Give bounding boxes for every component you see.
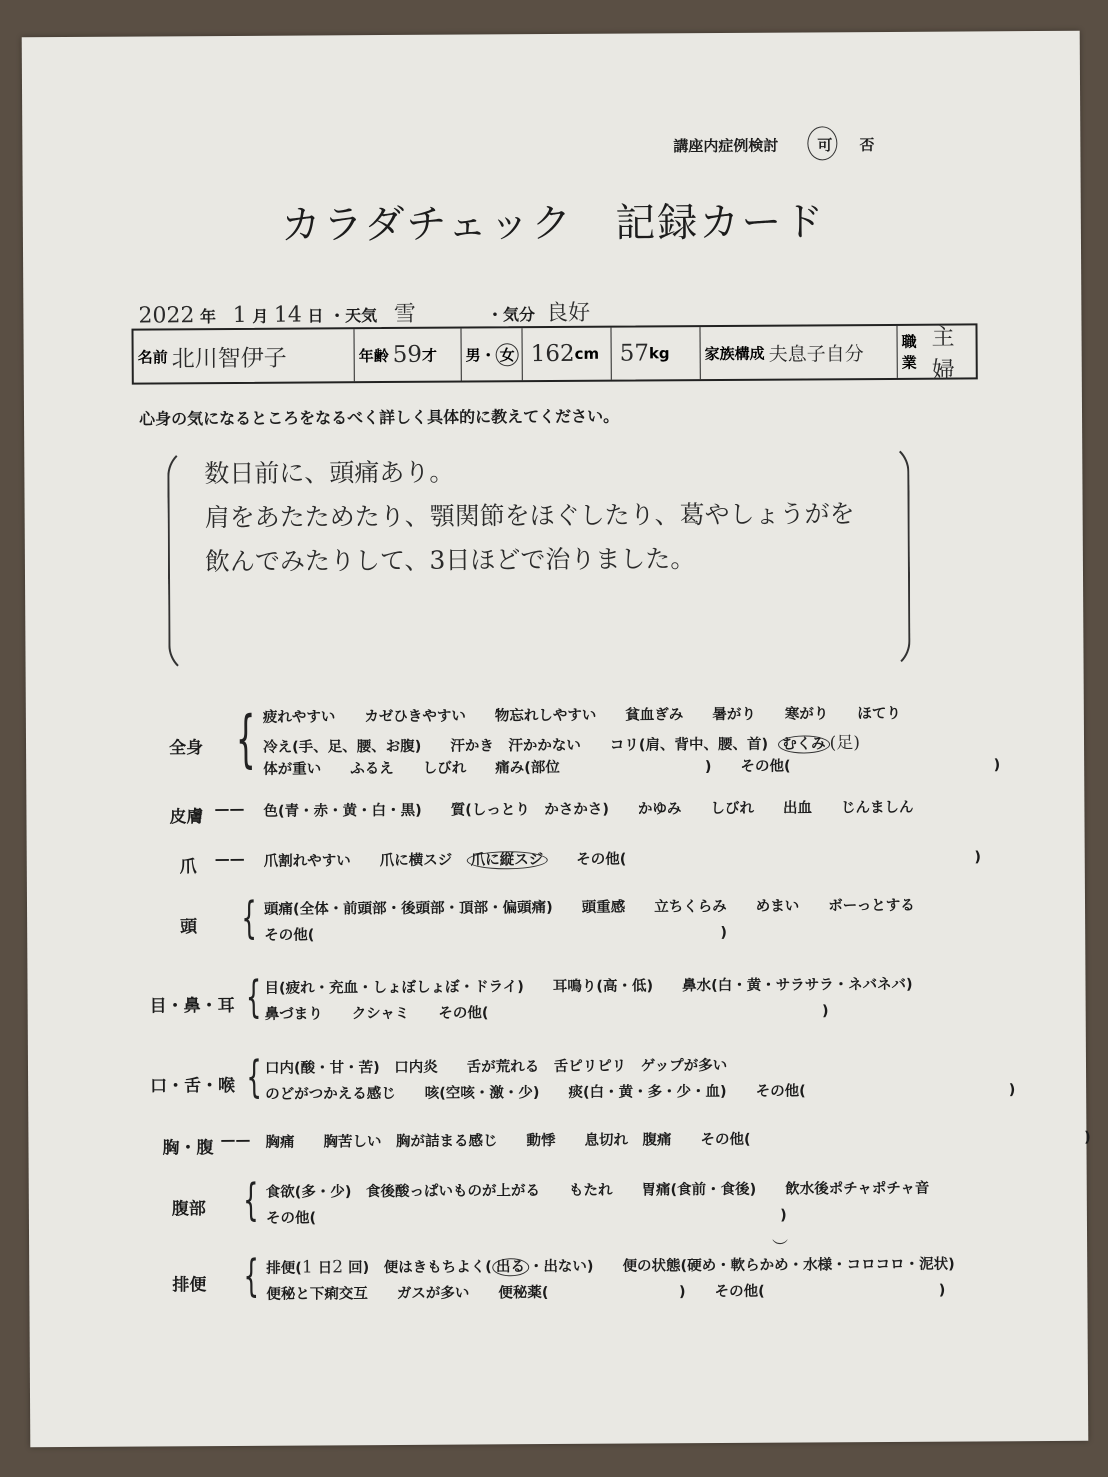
hifu-line-1: 色(青・赤・黄・白・黒) 質(しっとり かさかさ) かゆみ しびれ 出血 じんましん	[263, 799, 914, 820]
section-mune-label: 胸・腹	[162, 1138, 214, 1159]
haiben-deru-circled: 出る	[492, 1258, 529, 1276]
haiben-line-1-start: 排便(	[266, 1260, 302, 1277]
haiben-line-1	[266, 1253, 955, 1278]
tsume-line-1	[264, 845, 981, 870]
mehanamimi-line-2: 鼻づまり クシャミ その他( )	[264, 1003, 829, 1023]
section-atama-label: 頭	[180, 917, 198, 938]
fukubu-line-1: 食欲(多・少) 食後酸っぱいものが上がる もたれ 胃痛(食前・食後) 飲水後ポチャポチャ音	[265, 1180, 930, 1201]
haiben-freq-days: 1	[301, 1257, 313, 1278]
haiben-freq-times: 2	[332, 1257, 344, 1278]
reject-label: 否	[859, 136, 881, 155]
atama-line-2: その他( )	[264, 924, 728, 944]
job-cell	[897, 324, 975, 384]
patient-info-table	[131, 323, 977, 384]
height-unit: cm	[574, 344, 600, 363]
section-haiben-label: 排便	[172, 1275, 207, 1296]
fukubu-line-2: その他( )	[265, 1207, 787, 1227]
family-label: 家族構成	[704, 344, 765, 363]
tsume-tatesuji-circled: 爪に縦スジ	[467, 851, 548, 869]
weight-cell	[611, 327, 700, 380]
weight-unit: kg	[648, 344, 670, 363]
yawarakame-check-mark: ︶	[772, 1237, 789, 1257]
name-cell	[133, 329, 354, 382]
year-unit: 年	[199, 307, 217, 327]
mukumi-note: (足)	[829, 733, 860, 754]
year-value: 2022	[138, 303, 195, 329]
zenshin-line-3: 体が重い ふるえ しびれ 痛み(部位 ) その他( )	[263, 757, 1001, 778]
day-unit: 日	[307, 306, 324, 326]
approve-mark	[817, 134, 880, 155]
haiben-freq-mid: 日	[317, 1260, 333, 1277]
mehanamimi-line-1: 目(疲れ・充血・しょぼしょぼ・ドライ) 耳鳴り(高・低) 鼻水(白・黄・サラサラ・ネバネバ)	[264, 976, 913, 997]
course-case-label: 講座内症例検討	[673, 136, 779, 156]
note-line-1: 数日前に、頭痛あり。	[204, 457, 455, 489]
height-value: 162	[530, 340, 575, 368]
sex-male: 男	[465, 345, 481, 365]
note-line-2: 肩をあたためたり、顎関節をほぐしたり、葛やしょうがを	[204, 499, 855, 533]
height-cell	[522, 328, 611, 381]
section-zenshin-label: 全身	[168, 738, 204, 759]
atama-line-1: 頭痛(全体・前頭部・後頭部・頂部・偏頭痛) 頭重感 立ちくらみ めまい ボーっとする	[263, 897, 915, 918]
zenshin-line-1: 疲れやすい カゼひきやすい 物忘れしやすい 貧血ぎみ 暑がり 寒がり ほてり	[262, 705, 901, 726]
section-tsume-label: 爪	[179, 857, 197, 878]
month-unit: 月	[252, 306, 269, 326]
kuchi-line-2: のどがつかえる感じ 咳(空咳・激・少) 痰(白・黄・多・少・血) その他( )	[265, 1082, 1016, 1103]
tsume-dash: ——	[214, 849, 245, 869]
mukumi-circled: むくみ	[778, 735, 830, 753]
tsume-line-1-text: 爪割れやすい 爪に横スジ	[263, 852, 453, 870]
sex-cell: 男 ・ 女	[461, 328, 522, 380]
record-card-sheet	[22, 31, 1089, 1447]
mune-line-1: 胸痛 胸苦しい 胸が詰まる感じ 動悸 息切れ 腹痛 その他( )	[265, 1129, 1091, 1151]
family-value: 夫息子自分	[768, 342, 864, 366]
tsume-other: その他( )	[576, 849, 982, 868]
section-fukubu-label: 腹部	[171, 1199, 206, 1220]
weather-label: ・天気	[329, 306, 378, 326]
age-unit: 才	[421, 346, 438, 365]
kuchi-brace: {	[246, 1051, 262, 1103]
approve-label: 可	[817, 136, 839, 155]
job-value: 主婦	[931, 324, 955, 384]
haiben-line-2: 便秘と下痢交互 ガスが多い 便秘薬( ) その他( )	[266, 1282, 946, 1303]
age-value: 59	[392, 341, 423, 368]
kuchi-line-1: 口内(酸・甘・苦) 口内炎 舌が荒れる 舌ピリピリ ゲップが多い	[264, 1057, 728, 1077]
haiben-line-1-end: ・出ない) 便の状態(硬め・軟らかめ・水様・コロコロ・泥状)	[528, 1256, 955, 1276]
day-value: 14	[273, 302, 302, 328]
note-line-3: 飲んでみたりして、3日ほどで治りました。	[204, 544, 696, 577]
zenshin-brace: {	[235, 701, 256, 775]
card-title: カラダチェック 記録カード	[280, 199, 826, 249]
date-row	[138, 296, 590, 330]
name-value: 北川智伊子	[171, 345, 287, 372]
family-cell	[700, 326, 897, 379]
weight-value: 57	[619, 340, 650, 367]
instruction-text: 心身の気になるところをなるべく詳しく具体的に教えてください。	[138, 406, 620, 429]
section-kuchi-label: 口・舌・喉	[150, 1075, 236, 1097]
age-cell	[354, 329, 461, 382]
weather-value: 雪	[393, 301, 416, 327]
haiben-line-1-mid: 回) 便はきもちよく(	[348, 1259, 492, 1277]
mune-dash: ——	[220, 1130, 251, 1150]
age-label: 年齢	[358, 346, 389, 365]
section-hifu-label: 皮膚	[169, 807, 204, 828]
zenshin-line-2-text: 冷え(手、足、腰、お腹) 汗かき 汗かかない コリ(肩、背中、腰、首)	[262, 736, 769, 756]
mood-label: ・気分	[486, 305, 536, 325]
mood-value: 良好	[546, 300, 591, 327]
job-label: 職業	[901, 332, 917, 372]
fukubu-brace: {	[242, 1174, 259, 1226]
sex-female-circled: 女	[496, 343, 519, 366]
hifu-dash: ——	[214, 799, 245, 819]
haiben-brace: {	[243, 1250, 260, 1302]
zenshin-line-2	[263, 728, 860, 757]
month-value: 1	[232, 302, 247, 328]
name-label: 名前	[137, 347, 168, 367]
mehanamimi-brace: {	[245, 971, 262, 1023]
section-mehanamimi-label: 目・鼻・耳	[149, 995, 235, 1017]
atama-brace: {	[241, 892, 257, 944]
